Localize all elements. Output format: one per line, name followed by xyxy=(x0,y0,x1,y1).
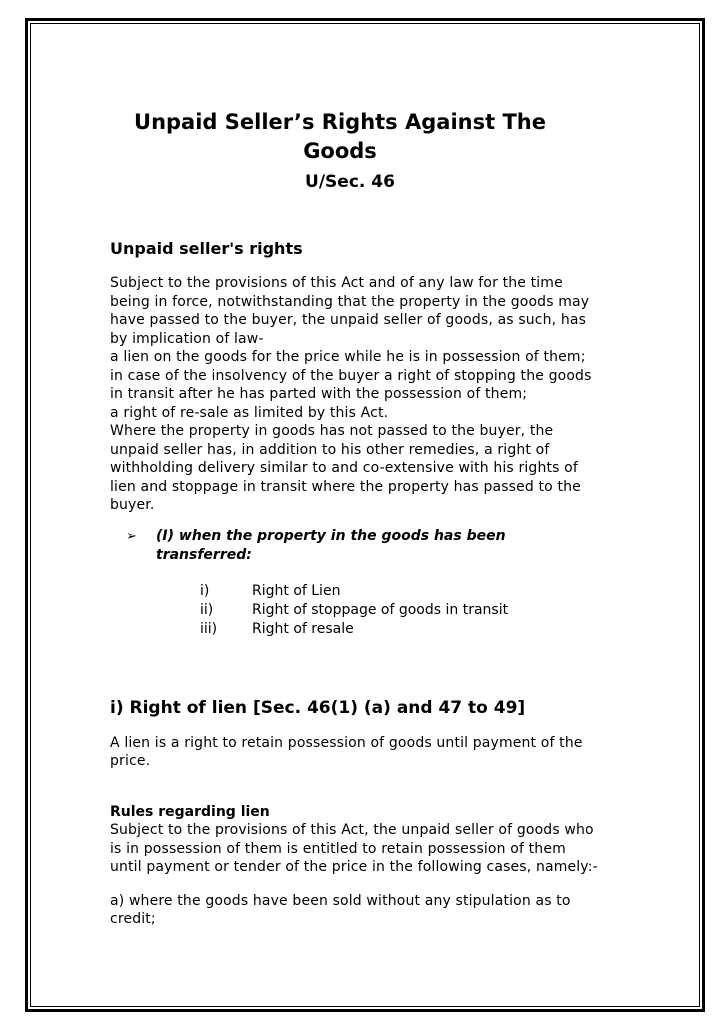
list-item xyxy=(200,601,630,620)
rules-regarding-lien-heading: Rules regarding lien xyxy=(110,803,270,820)
text-line: price. xyxy=(110,753,151,769)
text-line: unpaid seller has, in addition to his other remedies, a right of xyxy=(110,441,550,458)
text-line: being in force, notwithstanding that the property in the goods may xyxy=(110,293,590,310)
rights-list xyxy=(200,582,630,639)
text-line: a) where the goods have been sold without any stipulation as to xyxy=(110,892,571,909)
unpaid-seller-rights-text xyxy=(110,274,630,515)
text-line: A lien is a right to retain possession of goods until payment of the xyxy=(110,734,583,751)
rules-text xyxy=(110,821,630,877)
title-line-1: Unpaid Seller’s Rights Against The xyxy=(134,110,546,134)
text-line: until payment or tender of the price in the following cases, namely:- xyxy=(110,859,598,875)
list-number: i) xyxy=(200,582,210,599)
bullet-line-1: (I) when the property in the goods has been xyxy=(156,527,506,544)
lien-definition xyxy=(110,734,630,771)
document-body xyxy=(110,108,630,929)
text-line: Subject to the provisions of this Act and of any law for the time xyxy=(110,275,563,291)
list-number: iii) xyxy=(200,620,218,637)
rule-case-a xyxy=(110,892,630,929)
text-line: buyer. xyxy=(110,497,155,513)
text-line: a right of re-sale as limited by this Act. xyxy=(110,404,389,421)
transferred-bullet xyxy=(126,527,566,565)
unpaid-seller-rights-heading: Unpaid seller's rights xyxy=(110,239,303,258)
text-line: a lien on the goods for the price while he is in possession of them; xyxy=(110,349,586,365)
text-line: credit; xyxy=(110,911,156,927)
right-of-lien-heading: i) Right of lien [Sec. 46(1) (a) and 47 to 49] xyxy=(110,697,526,718)
list-label: Right of resale xyxy=(252,620,354,637)
text-line: in case of the insolvency of the buyer a right of stopping the goods xyxy=(110,367,592,384)
text-line: Where the property in goods has not passed to the buyer, the xyxy=(110,423,554,439)
list-item xyxy=(200,620,630,639)
text-line: withholding delivery similar to and co-extensive with his rights of xyxy=(110,460,578,476)
text-line: in transit after he has parted with the possession of them; xyxy=(110,386,528,402)
text-line: is in possession of them is entitled to retain possession of them xyxy=(110,840,566,857)
arrow-bullet-icon: ➢ xyxy=(126,528,137,544)
title-line-2: Goods xyxy=(303,139,377,163)
text-line: have passed to the buyer, the unpaid seller of goods, as such, has xyxy=(110,312,587,328)
section-reference: U/Sec. 46 xyxy=(305,172,395,192)
list-item xyxy=(200,582,630,601)
document-title xyxy=(70,108,610,166)
text-line: Subject to the provisions of this Act, the unpaid seller of goods who xyxy=(110,822,594,838)
list-label: Right of Lien xyxy=(252,582,341,599)
list-number: ii) xyxy=(200,601,214,618)
text-line: lien and stoppage in transit where the property has passed to the xyxy=(110,478,581,495)
list-label: Right of stoppage of goods in transit xyxy=(252,601,509,618)
text-line: by implication of law- xyxy=(110,330,264,347)
bullet-line-2: transferred: xyxy=(156,546,252,563)
